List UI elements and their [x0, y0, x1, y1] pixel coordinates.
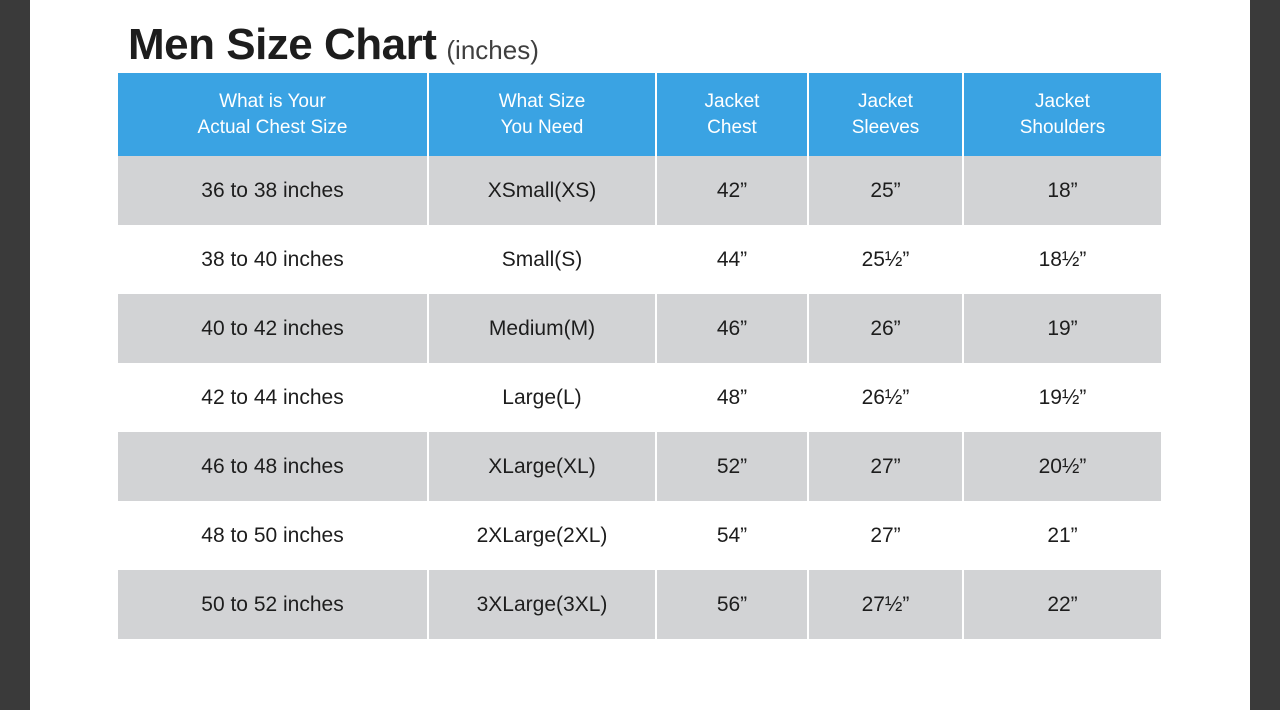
cell-chest-size: 46 to 48 inches — [118, 432, 428, 501]
cell-jacket-chest: 44” — [656, 225, 808, 294]
page-title — [128, 20, 539, 70]
column-header-line1: What is Your — [219, 91, 326, 112]
column-header-actual-chest-size — [118, 73, 428, 156]
cell-jacket-shoulders: 22” — [963, 570, 1161, 639]
cell-size-needed: 3XLarge(3XL) — [428, 570, 656, 639]
cell-chest-size: 36 to 38 inches — [118, 156, 428, 225]
table-row — [118, 156, 1161, 225]
cell-jacket-shoulders: 18” — [963, 156, 1161, 225]
page-content — [30, 0, 1250, 690]
column-header-line1: Jacket — [704, 91, 760, 112]
table-header — [118, 73, 1161, 156]
cell-jacket-sleeves: 25½” — [808, 225, 963, 294]
cell-jacket-sleeves: 27½” — [808, 570, 963, 639]
column-header-line2: Chest — [707, 116, 757, 138]
table-row — [118, 501, 1161, 570]
cell-jacket-shoulders: 19½” — [963, 363, 1161, 432]
cell-jacket-sleeves: 27” — [808, 501, 963, 570]
column-header-size-you-need — [428, 73, 656, 156]
table-row — [118, 363, 1161, 432]
column-header-line1: Jacket — [858, 91, 913, 112]
cell-chest-size: 40 to 42 inches — [118, 294, 428, 363]
column-header-jacket-shoulders — [963, 73, 1161, 156]
column-header-line2: You Need — [500, 116, 584, 138]
cell-size-needed: Medium(M) — [428, 294, 656, 363]
column-header-jacket-sleeves — [808, 73, 963, 156]
table-header-row — [118, 73, 1161, 156]
cell-jacket-chest: 46” — [656, 294, 808, 363]
table-row — [118, 225, 1161, 294]
cell-jacket-sleeves: 26½” — [808, 363, 963, 432]
cell-jacket-chest: 54” — [656, 501, 808, 570]
page-title-units: (inches) — [446, 35, 539, 65]
table-row — [118, 432, 1161, 501]
column-header-line2: Actual Chest Size — [197, 116, 348, 138]
column-header-line2: Sleeves — [851, 116, 920, 138]
cell-jacket-shoulders: 19” — [963, 294, 1161, 363]
cell-jacket-sleeves: 26” — [808, 294, 963, 363]
size-chart-table — [118, 73, 1161, 639]
cell-jacket-shoulders: 18½” — [963, 225, 1161, 294]
cell-jacket-chest: 48” — [656, 363, 808, 432]
cell-chest-size: 42 to 44 inches — [118, 363, 428, 432]
cell-size-needed: XLarge(XL) — [428, 432, 656, 501]
cell-size-needed: Small(S) — [428, 225, 656, 294]
cell-chest-size: 50 to 52 inches — [118, 570, 428, 639]
cell-jacket-chest: 56” — [656, 570, 808, 639]
cell-size-needed: Large(L) — [428, 363, 656, 432]
cell-jacket-chest: 42” — [656, 156, 808, 225]
table-row — [118, 570, 1161, 639]
page-bottom-margin — [30, 670, 1250, 690]
cell-jacket-sleeves: 25” — [808, 156, 963, 225]
cell-size-needed: 2XLarge(2XL) — [428, 501, 656, 570]
column-header-line1: Jacket — [1035, 91, 1090, 112]
cell-jacket-shoulders: 21” — [963, 501, 1161, 570]
cell-chest-size: 38 to 40 inches — [118, 225, 428, 294]
cell-jacket-chest: 52” — [656, 432, 808, 501]
cell-chest-size: 48 to 50 inches — [118, 501, 428, 570]
column-header-line2: Shoulders — [1019, 116, 1106, 138]
column-header-line1: What Size — [498, 91, 586, 112]
document-page — [30, 0, 1250, 710]
table-row — [118, 294, 1161, 363]
column-header-jacket-chest — [656, 73, 808, 156]
cell-jacket-shoulders: 20½” — [963, 432, 1161, 501]
table-body — [118, 156, 1161, 639]
cell-jacket-sleeves: 27” — [808, 432, 963, 501]
page-title-main: Men Size Chart — [128, 20, 437, 69]
cell-size-needed: XSmall(XS) — [428, 156, 656, 225]
